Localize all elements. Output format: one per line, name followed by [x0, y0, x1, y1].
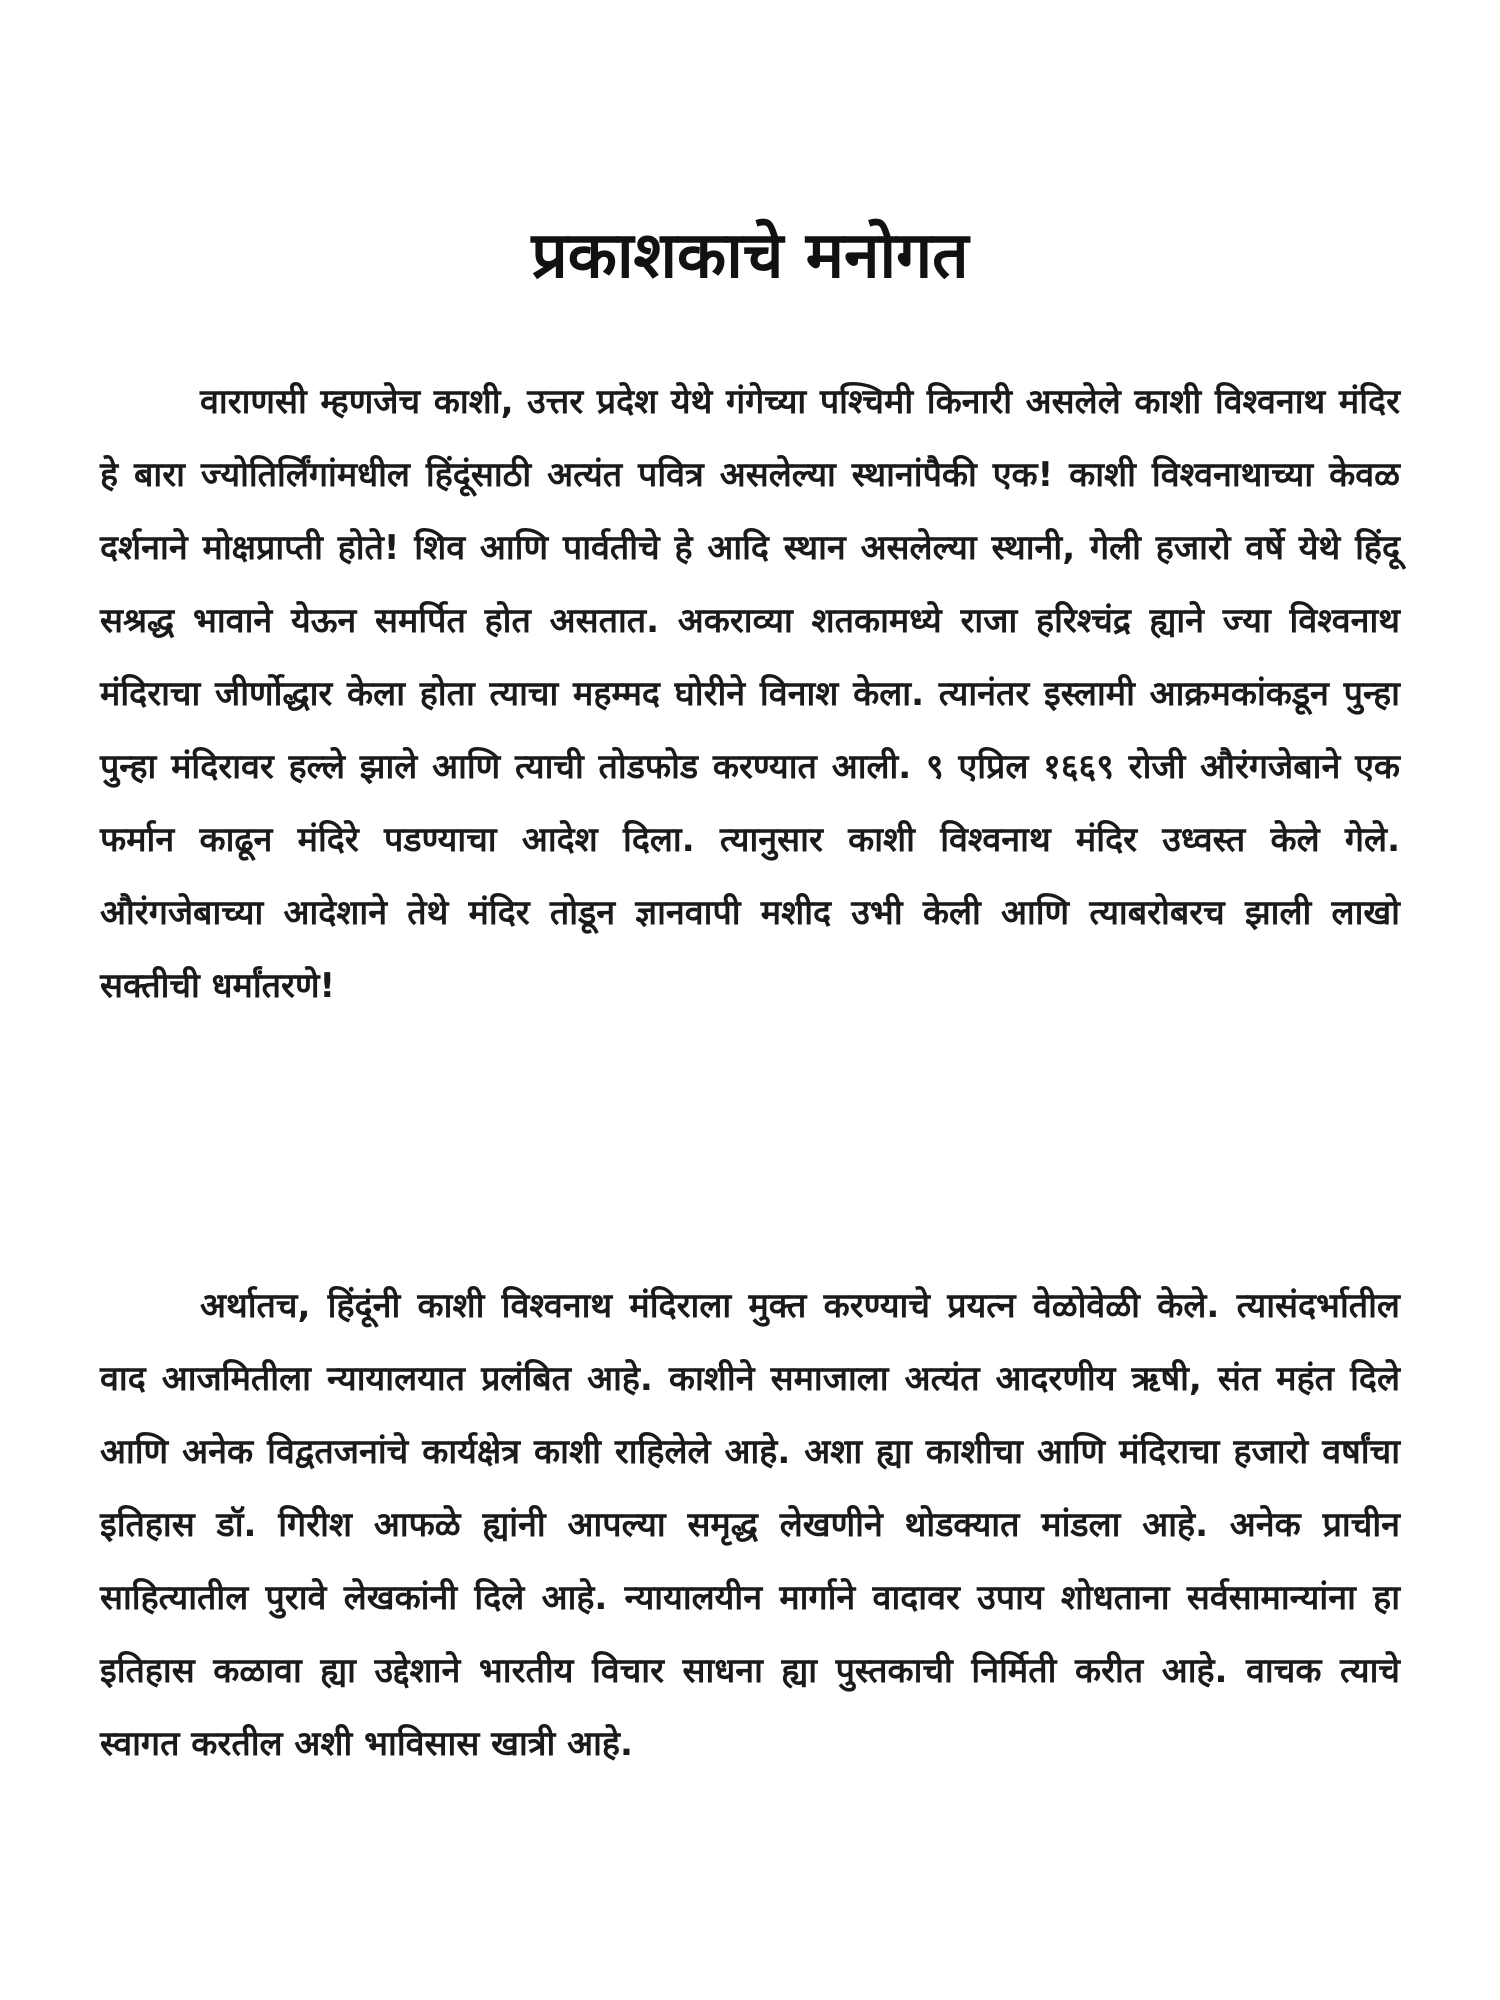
- page-title: प्रकाशकाचे मनोगत: [531, 218, 969, 293]
- paragraph-1: वाराणसी म्हणजेच काशी, उत्तर प्रदेश येथे गंगेच्या पश्चिमी किनारी असलेले काशी विश्वनाथ मंदिर हे बारा ज्योतिर्लिंगांमधील हिंदूंसाठी अत्यंत पवित्र असलेल्या स्थानांपैकी एक! काशी विश्वनाथाच्या केवळ दर्शनाने मोक्षप्राप्ती होते! शिव आणि पार्वतीचे हे आदि स्थान असलेल्या स्थानी, गेली हजारो वर्षे येथे हिंदू सश्रद्ध भावाने येऊन समर्पित होत असतात. अकराव्या शतकामध्ये राजा हरिश्चंद्र ह्याने ज्या विश्वनाथ मंदिराचा जीर्णोद्धार केला होता त्याचा महम्मद घोरीने विनाश केला. त्यानंतर इस्लामी आक्रमकांकडून पुन्हा पुन्हा मंदिरावर हल्ले झाले आणि त्याची तोडफोड करण्यात आली. ९ एप्रिल १६६९ रोजी औरंगजेबाने एक फर्मान काढून मंदिरे पडण्याचा आदेश दिला. त्यानुसार काशी विश्वनाथ मंदिर उध्वस्त केले गेले. औरंगजेबाच्या आदेशाने तेथे मंदिर तोडून ज्ञानवापी मशीद उभी केली आणि त्याबरोबरच झाली लाखो सक्तीची धर्मांतरणे!: [100, 382, 1400, 1006]
- paragraph-2: अर्थातच, हिंदूंनी काशी विश्वनाथ मंदिराला मुक्त करण्याचे प्रयत्न वेळोवेळी केले. त्यासंदर्भातील वाद आजमितीला न्यायालयात प्रलंबित आहे. काशीने समाजाला अत्यंत आदरणीय ऋषी, संत महंत दिले आणि अनेक विद्वतजनांचे कार्यक्षेत्र काशी राहिलेले आहे. अशा ह्या काशीचा आणि मंदिराचा हजारो वर्षांचा इतिहास डॉ. गिरीश आफळे ह्यांनी आपल्या समृद्ध लेखणीने थोडक्यात मांडला आहे. अनेक प्राचीन साहित्यातील पुरावे लेखकांनी दिले आहे. न्यायालयीन मार्गाने वादावर उपाय शोधताना सर्वसामान्यांना हा इतिहास कळावा ह्या उद्देशाने भारतीय विचार साधना ह्या पुस्तकाची निर्मिती करीत आहे. वाचक त्याचे स्वागत करतील अशी भाविसास खात्री आहे.: [100, 1286, 1400, 1764]
